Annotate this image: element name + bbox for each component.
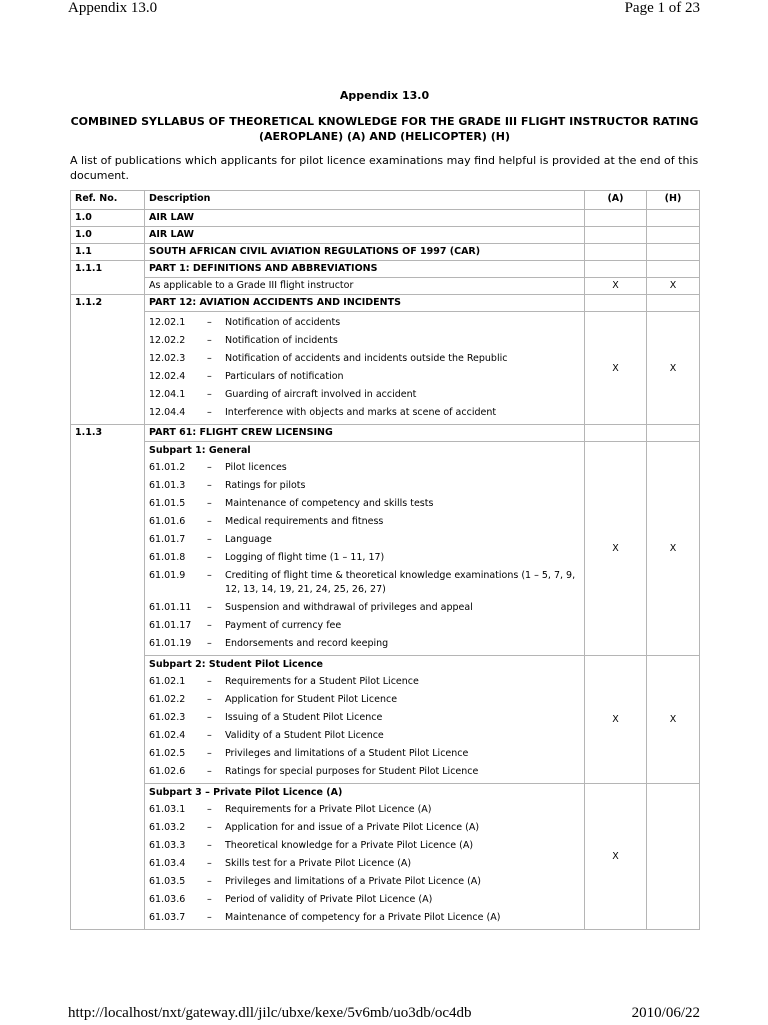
dash: – [207, 317, 212, 328]
item-code: 61.02.1 [149, 676, 186, 687]
intro-paragraph: A list of publications which applicants for pilot licence examinations may find helpful is provided at the end of this document. [70, 154, 699, 182]
list-item [149, 495, 580, 513]
empty-cell [585, 295, 647, 312]
table-row [71, 295, 700, 312]
mark-a: X [585, 442, 647, 656]
list-item [149, 368, 580, 386]
footer-url: http://localhost/nxt/gateway.dll/jilc/ubxe/kexe/5v6mb/uo3db/oc4db [68, 1005, 472, 1021]
item-code: 61.01.7 [149, 534, 186, 545]
col-header-description: Description [145, 191, 585, 210]
empty-cell [647, 784, 700, 930]
empty-cell [585, 244, 647, 261]
item-code: 61.03.1 [149, 804, 186, 815]
item-text: Ratings for pilots [225, 480, 306, 491]
dash: – [207, 858, 212, 869]
item-text: Pilot licences [225, 462, 287, 473]
dash: – [207, 840, 212, 851]
dash: – [207, 389, 212, 400]
table-row [71, 244, 700, 261]
item-text: Skills test for a Private Pilot Licence (A) [225, 858, 412, 869]
item-code: 61.01.17 [149, 620, 192, 631]
list-item [149, 873, 580, 891]
item-code: 61.03.4 [149, 858, 186, 869]
subpart-2-block [145, 656, 585, 784]
list-item [149, 332, 580, 350]
list-item [149, 314, 580, 332]
empty-cell [585, 261, 647, 278]
item-text: Logging of flight time (1 – 11, 17) [225, 552, 385, 563]
list-item [149, 617, 580, 635]
dash: – [207, 804, 212, 815]
item-code: 12.02.4 [149, 371, 186, 382]
empty-cell [647, 244, 700, 261]
description-cell: PART 61: FLIGHT CREW LICENSING [145, 425, 585, 442]
description-cell: SOUTH AFRICAN CIVIL AVIATION REGULATIONS OF 1997 (CAR) [145, 244, 585, 261]
item-text: Maintenance of competency and skills tests [225, 498, 434, 509]
item-text: Notification of accidents and incidents outside the Republic [225, 353, 508, 364]
list-item [149, 635, 580, 653]
empty-cell [585, 227, 647, 244]
mark-a: X [585, 656, 647, 784]
description-cell: As applicable to a Grade III flight instructor [145, 278, 585, 295]
table-row [71, 656, 700, 784]
item-text: Endorsements and record keeping [225, 638, 389, 649]
mark-a: X [585, 784, 647, 930]
mark-h: X [647, 656, 700, 784]
item-text: Application for Student Pilot Licence [225, 694, 398, 705]
subpart-3-block [145, 784, 585, 930]
mark-a: X [585, 278, 647, 295]
list-item [149, 763, 580, 781]
print-footer [68, 1005, 700, 1025]
list-item [149, 549, 580, 567]
ref-cell: 1.0 [71, 210, 145, 227]
dash: – [207, 694, 212, 705]
item-code: 61.03.6 [149, 894, 186, 905]
list-item [149, 727, 580, 745]
subpart-title: Subpart 2: Student Pilot Licence [149, 659, 323, 670]
footer-date: 2010/06/22 [631, 1005, 700, 1021]
item-code: 61.02.6 [149, 766, 186, 777]
dash: – [207, 912, 212, 923]
item-code: 61.01.6 [149, 516, 186, 527]
item-text: Validity of a Student Pilot Licence [225, 730, 384, 741]
item-code: 61.01.19 [149, 638, 192, 649]
list-item [149, 404, 580, 422]
list-item [149, 567, 580, 599]
item-code: 61.03.2 [149, 822, 186, 833]
table-row [71, 784, 700, 930]
item-text: Privileges and limitations of a Student Pilot Licence [225, 748, 469, 759]
empty-cell [647, 227, 700, 244]
item-text: Requirements for a Private Pilot Licence (A) [225, 804, 432, 815]
dash: – [207, 570, 212, 581]
dash: – [207, 407, 212, 418]
table-row [71, 278, 700, 295]
item-code: 61.01.5 [149, 498, 186, 509]
dash: – [207, 516, 212, 527]
item-text: Application for and issue of a Private Pilot Licence (A) [225, 822, 480, 833]
item-code: 61.02.3 [149, 712, 186, 723]
dash: – [207, 748, 212, 759]
item-text: Suspension and withdrawal of privileges and appeal [225, 602, 473, 613]
item-code: 61.03.5 [149, 876, 186, 887]
list-item [149, 513, 580, 531]
empty-cell [585, 210, 647, 227]
ref-cell: 1.1.3 [71, 425, 145, 930]
dash: – [207, 335, 212, 346]
mark-h: X [647, 442, 700, 656]
page-number: Page 1 of 23 [624, 0, 700, 16]
table-row [71, 210, 700, 227]
ref-cell: 1.1.2 [71, 295, 145, 425]
empty-cell [647, 425, 700, 442]
table-row [71, 442, 700, 656]
item-code: 61.01.11 [149, 602, 192, 613]
list-item [149, 531, 580, 549]
item-text: Ratings for special purposes for Student Pilot Licence [225, 766, 479, 777]
item-text: Interference with objects and marks at scene of accident [225, 407, 497, 418]
dash: – [207, 462, 212, 473]
list-item [149, 801, 580, 819]
item-code: 61.02.2 [149, 694, 186, 705]
item-text: Payment of currency fee [225, 620, 342, 631]
dash: – [207, 822, 212, 833]
dash: – [207, 534, 212, 545]
col-header-ref: Ref. No. [71, 191, 145, 210]
list-item [149, 819, 580, 837]
list-item [149, 477, 580, 495]
dash: – [207, 602, 212, 613]
empty-cell [647, 295, 700, 312]
item-code: 12.04.4 [149, 407, 186, 418]
dash: – [207, 552, 212, 563]
empty-cell [585, 425, 647, 442]
table-row [71, 261, 700, 278]
dash: – [207, 498, 212, 509]
description-cell: AIR LAW [145, 210, 585, 227]
list-item [149, 745, 580, 763]
item-code: 12.04.1 [149, 389, 186, 400]
item-text: Maintenance of competency for a Private Pilot Licence (A) [225, 912, 501, 923]
dash: – [207, 730, 212, 741]
dash: – [207, 371, 212, 382]
dash: – [207, 876, 212, 887]
item-code: 12.02.3 [149, 353, 186, 364]
list-item [149, 891, 580, 909]
syllabus-table [70, 190, 700, 930]
print-header [68, 0, 700, 20]
list-item [149, 673, 580, 691]
item-code: 12.02.1 [149, 317, 186, 328]
item-text: Theoretical knowledge for a Private Pilot Licence (A) [225, 840, 474, 851]
item-text: Particulars of notification [225, 371, 344, 382]
item-text: Crediting of flight time & theoretical knowledge examinations (1 – 5, 7, 9, 12, 13, 14, 19, 21, 24, 25, 26, 27) [225, 570, 576, 595]
description-cell: PART 1: DEFINITIONS AND ABBREVIATIONS [145, 261, 585, 278]
list-item [149, 709, 580, 727]
empty-cell [647, 210, 700, 227]
item-text: Language [225, 534, 272, 545]
subpart-title: Subpart 1: General [149, 445, 251, 456]
document-title: COMBINED SYLLABUS OF THEORETICAL KNOWLEDGE FOR THE GRADE III FLIGHT INSTRUCTOR RATING (AEROPLANE) (A) AND (HELICOPTER) (H) [70, 115, 699, 143]
description-cell: AIR LAW [145, 227, 585, 244]
appendix-heading: Appendix 13.0 [339, 89, 430, 102]
dash: – [207, 894, 212, 905]
item-text: Privileges and limitations of a Private Pilot Licence (A) [225, 876, 482, 887]
item-code: 61.01.3 [149, 480, 186, 491]
item-text: Requirements for a Student Pilot Licence [225, 676, 419, 687]
item-text: Guarding of aircraft involved in accident [225, 389, 417, 400]
list-item [149, 599, 580, 617]
list-item [149, 855, 580, 873]
dash: – [207, 480, 212, 491]
item-code: 61.03.7 [149, 912, 186, 923]
item-list [145, 312, 585, 425]
dash: – [207, 638, 212, 649]
table-header-row [71, 191, 700, 210]
item-text: Period of validity of Private Pilot Licence (A) [225, 894, 433, 905]
item-text: Notification of accidents [225, 317, 341, 328]
description-cell: PART 12: AVIATION ACCIDENTS AND INCIDENTS [145, 295, 585, 312]
item-code: 61.02.4 [149, 730, 186, 741]
subpart-1-block [145, 442, 585, 656]
item-code: 61.02.5 [149, 748, 186, 759]
mark-h: X [647, 312, 700, 425]
table-row [71, 312, 700, 425]
mark-h: X [647, 278, 700, 295]
mark-a: X [585, 312, 647, 425]
ref-cell: 1.0 [71, 227, 145, 244]
header-left-text: Appendix 13.0 [68, 0, 158, 16]
list-item [149, 691, 580, 709]
item-code: 12.02.2 [149, 335, 186, 346]
table-row [71, 227, 700, 244]
ref-cell: 1.1 [71, 244, 145, 261]
item-code: 61.01.9 [149, 570, 186, 581]
item-code: 61.01.8 [149, 552, 186, 563]
item-code: 61.01.2 [149, 462, 186, 473]
dash: – [207, 620, 212, 631]
table-row [71, 425, 700, 442]
list-item [149, 350, 580, 368]
list-item [149, 459, 580, 477]
item-code: 61.03.3 [149, 840, 186, 851]
dash: – [207, 676, 212, 687]
empty-cell [647, 261, 700, 278]
col-header-h: (H) [647, 191, 700, 210]
list-item [149, 909, 580, 927]
dash: – [207, 712, 212, 723]
list-item [149, 386, 580, 404]
subpart-title: Subpart 3 – Private Pilot Licence (A) [149, 787, 343, 798]
list-item [149, 837, 580, 855]
item-text: Notification of incidents [225, 335, 338, 346]
dash: – [207, 353, 212, 364]
col-header-a: (A) [585, 191, 647, 210]
ref-cell: 1.1.1 [71, 261, 145, 295]
dash: – [207, 766, 212, 777]
item-text: Medical requirements and fitness [225, 516, 384, 527]
item-text: Issuing of a Student Pilot Licence [225, 712, 383, 723]
